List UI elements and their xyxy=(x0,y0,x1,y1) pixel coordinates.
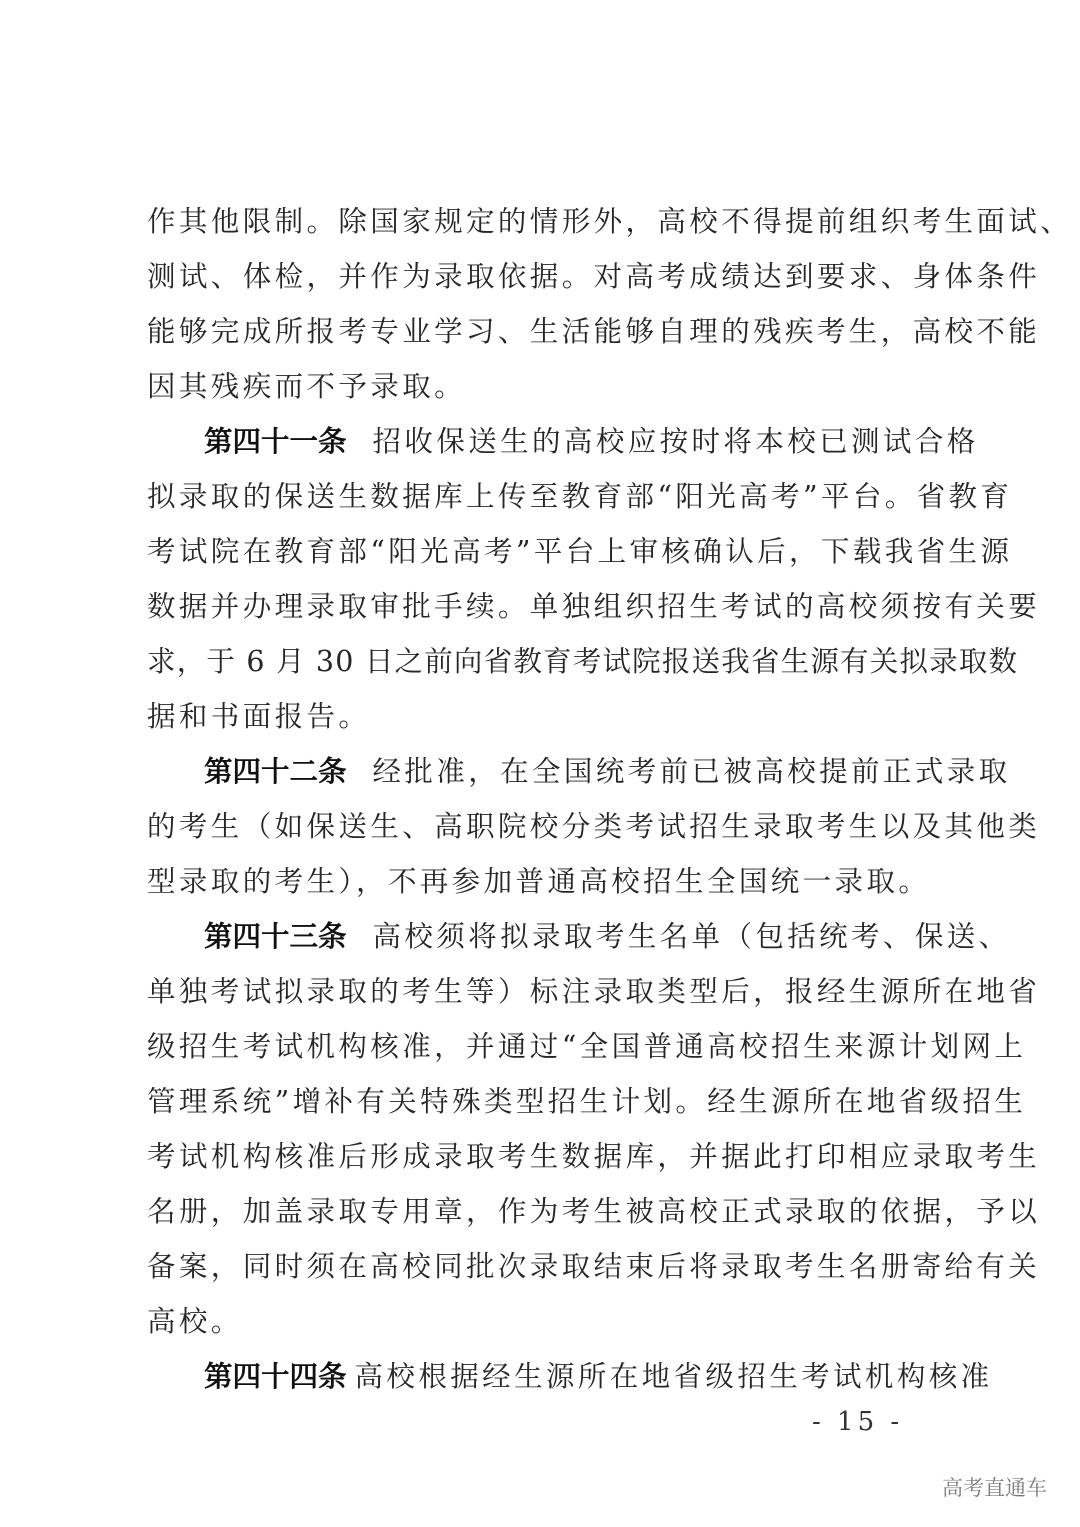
article-42-first-line xyxy=(147,744,1011,799)
paragraph-line: 能够完成所报考专业学习、生活能够自理的残疾考生，高校不能 xyxy=(147,315,1041,348)
page-number: - 15 - xyxy=(812,1407,904,1437)
paragraph-line: 单独考试拟录取的考生等）标注录取类型后，报经生源所在地省 xyxy=(147,975,1041,1008)
article-44-first-line xyxy=(147,1349,993,1404)
article-43-first-line xyxy=(147,909,1011,964)
paragraph-line: 备案，同时须在高校同批次录取结束后将录取考生名册寄给有关 xyxy=(147,1250,1041,1283)
paragraph-line: 数据并办理录取审批手续。单独组织招生考试的高校须按有关要 xyxy=(147,590,1041,623)
paragraph-line: 测试、体检，并作为录取依据。对高考成绩达到要求、身体条件 xyxy=(147,260,1041,293)
paragraph-line: 据和书面报告。 xyxy=(147,700,371,733)
article-43-number: 第四十三条 xyxy=(204,920,347,953)
article-44-text: 高校根据经生源所在地省级招生考试机构核准 xyxy=(354,1360,993,1393)
paragraph-line: 考试机构核准后形成录取考生数据库，并据此打印相应录取考生 xyxy=(147,1140,1041,1173)
article-44-number: 第四十四条 xyxy=(204,1360,347,1393)
paragraph-line: 名册，加盖录取专用章，作为考生被高校正式录取的依据，予以 xyxy=(147,1195,1041,1228)
paragraph-line: 作其他限制。除国家规定的情形外，高校不得提前组织考生面试、 xyxy=(147,205,1073,238)
paragraph-line: 型录取的考生），不再参加普通高校招生全国统一录取。 xyxy=(147,865,931,898)
watermark-label: 高考直通车 xyxy=(942,1476,1047,1500)
article-41-first-line xyxy=(147,414,979,469)
article-43-text: 高校须将拟录取考生名单（包括统考、保送、 xyxy=(372,920,1011,953)
article-42-number: 第四十二条 xyxy=(204,755,347,788)
paragraph-line: 考试院在教育部“阳光高考”平台上审核确认后，下载我省生源 xyxy=(147,535,1013,568)
paragraph-line: 求，于 6 月 30 日之前向省教育考试院报送我省生源有关拟录取数 xyxy=(147,645,1019,678)
article-41-text: 招收保送生的高校应按时将本校已测试合格 xyxy=(372,425,979,458)
paragraph-line: 拟录取的保送生数据库上传至教育部“阳光高考”平台。省教育 xyxy=(147,480,1013,513)
article-41-number: 第四十一条 xyxy=(204,425,347,458)
paragraph-line: 因其残疾而不予录取。 xyxy=(147,370,467,403)
document-body xyxy=(147,194,1073,1404)
paragraph-line: 管理系统”增补有关特殊类型招生计划。经生源所在地省级招生 xyxy=(147,1085,1027,1118)
paragraph-line: 级招生考试机构核准，并通过“全国普通高校招生来源计划网上 xyxy=(147,1030,1027,1063)
article-42-text: 经批准，在全国统考前已被高校提前正式录取 xyxy=(372,755,1011,788)
paragraph-line: 高校。 xyxy=(147,1305,243,1338)
paragraph-line: 的考生（如保送生、高职院校分类考试招生录取考生以及其他类 xyxy=(147,810,1041,843)
